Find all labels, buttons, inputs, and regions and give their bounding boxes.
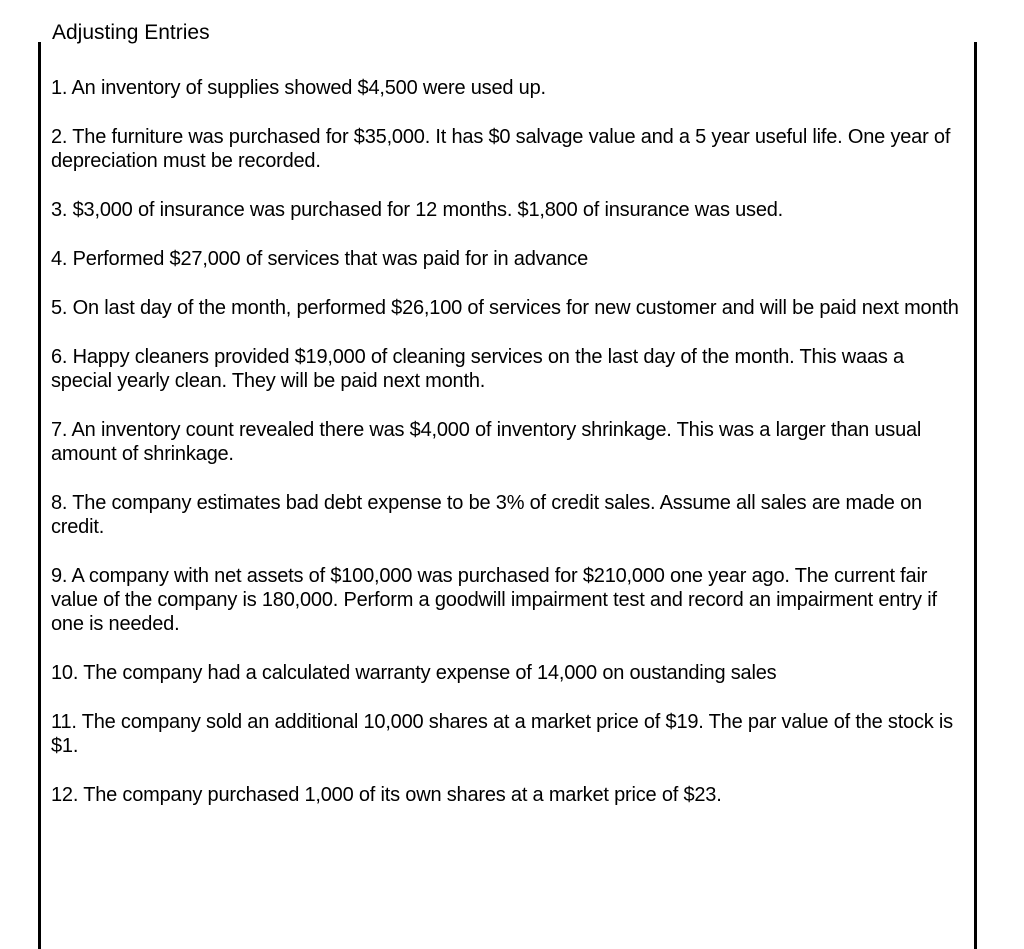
entry-8: 8. The company estimates bad debt expense to be 3% of credit sales. Assume all sales are made on credit. <box>51 492 922 538</box>
entry-2: 2. The furniture was purchased for $35,000. It has $0 salvage value and a 5 year useful life. One year of depreciation must be recorded. <box>51 126 951 172</box>
entry-6: 6. Happy cleaners provided $19,000 of cleaning services on the last day of the month. This waas a special yearly clean. They will be paid next month. <box>51 346 904 392</box>
heading-clip <box>52 20 452 50</box>
entry-11: 11. The company sold an additional 10,000 shares at a market price of $19. The par value of the stock is $1. <box>51 711 953 757</box>
entry-12: 12. The company purchased 1,000 of its own shares at a market price of $23. <box>51 784 722 806</box>
entry-10: 10. The company had a calculated warranty expense of 14,000 on oustanding sales <box>51 662 777 684</box>
entry-4: 4. Performed $27,000 of services that was paid for in advance <box>51 248 588 270</box>
entry-1: 1. An inventory of supplies showed $4,500 were used up. <box>51 77 546 99</box>
entry-5: 5. On last day of the month, performed $26,100 of services for new customer and will be paid next month <box>51 297 959 319</box>
page-heading: Adjusting Entries <box>52 21 210 44</box>
entry-3: 3. $3,000 of insurance was purchased for 12 months. $1,800 of insurance was used. <box>51 199 784 221</box>
entry-9: 9. A company with net assets of $100,000 was purchased for $210,000 one year ago. The current fair value of the company is 180,000. Perform a goodwill impairment test and record an impairment entry if one is needed. <box>51 565 937 635</box>
entries-list <box>51 76 966 807</box>
right-border-line <box>974 42 977 949</box>
left-border-line <box>38 42 41 949</box>
entry-7: 7. An inventory count revealed there was $4,000 of inventory shrinkage. This was a larger than usual amount of shrinkage. <box>51 419 922 465</box>
